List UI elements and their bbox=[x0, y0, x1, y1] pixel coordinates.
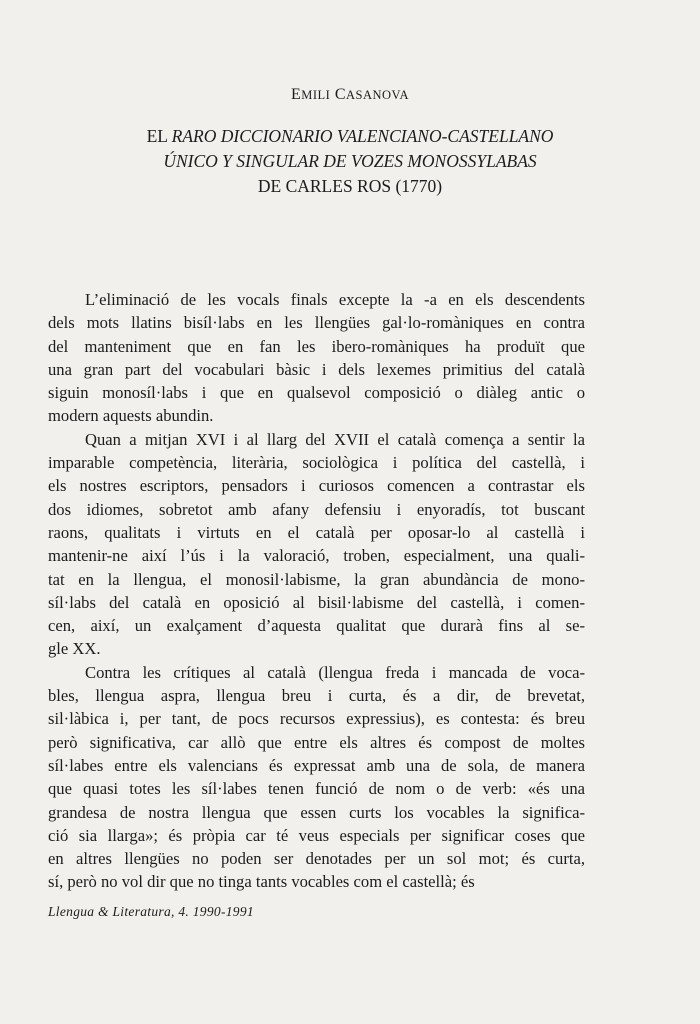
author-rest-first: MILI bbox=[301, 88, 331, 102]
text-line: ció sia llarga»; és pròpia car té veus especials per significar coses que bbox=[48, 825, 585, 845]
title-italic-1: RARO DICCIONARIO VALENCIANO-CASTELLANO bbox=[171, 126, 554, 146]
text-line: dos idiomes, sobretot amb afany defensiu i enyoradís, tot buscant bbox=[48, 499, 585, 519]
text-line: que quasi totes les síl·labes tenen funció de nom o de verb: «és una bbox=[48, 779, 585, 799]
text-line: dels mots llatins bisíl·labs en les llengües gal·lo-romàniques en contra bbox=[48, 313, 585, 333]
text-line: siguin monosíl·labs i que en qualsevol composició o diàleg antic o bbox=[48, 383, 585, 403]
text-line: imparable competència, literària, sociològica i política del castellà, i bbox=[48, 453, 585, 473]
article-title bbox=[0, 124, 700, 199]
text-line: bles, llengua aspra, llengua breu i curta, és a dir, de brevetat, bbox=[48, 686, 585, 706]
text-line: síl·labs del català en oposició al bisil·labisme del castellà, i comen- bbox=[48, 592, 585, 612]
author-rest-last: ASANOVA bbox=[346, 88, 410, 102]
text-line: Quan a mitjan XVI i al llarg del XVII el català comença a sentir la bbox=[85, 429, 585, 449]
text-line: del manteniment que en fan les ibero-romàniques ha produït que bbox=[48, 336, 585, 356]
author-initial-first: E bbox=[290, 86, 302, 103]
title-line-3: DE CARLES ROS (1770) bbox=[257, 176, 443, 196]
text-line: però significativa, car allò que entre els altres és compost de moltes bbox=[48, 732, 585, 752]
journal-citation: Llengua & Literatura, 4. 1990-1991 bbox=[48, 904, 254, 919]
text-line: Contra les crítiques al català (llengua freda i mancada de voca- bbox=[85, 662, 585, 682]
text-line: en altres llengües no poden ser denotades per un sol mot; és curta, bbox=[48, 849, 585, 869]
text-line: els nostres escriptors, pensadors i curiosos comencen a contrastar els bbox=[48, 476, 585, 496]
text-line: gle XX. bbox=[48, 639, 101, 659]
article-body bbox=[48, 288, 585, 894]
paragraph bbox=[48, 661, 585, 894]
paragraph bbox=[48, 288, 585, 428]
title-line-2 bbox=[0, 149, 700, 174]
paragraph bbox=[48, 428, 585, 661]
text-line: síl·labes entre els valencians és expressat amb una de sola, de manera bbox=[48, 755, 585, 775]
text-line: sí, però no vol dir que no tinga tants vocables com el castellà; és bbox=[48, 872, 475, 892]
text-line: L’eliminació de les vocals finals excepte la -a en els descendents bbox=[85, 290, 585, 309]
text-line: cen, així, un exalçament d’aquesta qualitat que durarà fins al se- bbox=[48, 616, 585, 636]
text-line: grandesa de nostra llengua que essen curts los vocables la significa- bbox=[48, 802, 585, 822]
text-line: raons, qualitats i virtuts en el català per oposar-lo al castellà i bbox=[48, 522, 585, 542]
text-line: una gran part del vocabulari bàsic i dels lexemes primitius del català bbox=[48, 359, 585, 379]
title-italic-2: ÚNICO Y SINGULAR DE VOZES MONOSSYLABAS bbox=[163, 151, 537, 171]
text-line: tat en la llengua, el monosil·labisme, la gran abundància de mono- bbox=[48, 569, 585, 589]
text-line: mantenir-ne així l’ús i la valoració, troben, especialment, una quali- bbox=[48, 546, 585, 566]
text-line: modern aquests abundin. bbox=[48, 406, 214, 426]
author-name bbox=[0, 86, 700, 104]
text-line: sil·làbica i, per tant, de pocs recursos expressius), es contesta: és breu bbox=[48, 709, 585, 729]
title-line-1: EL RARO DICCIONARIO VALENCIANO-CASTELLANO bbox=[146, 126, 554, 146]
author-initial-last: C bbox=[334, 86, 346, 103]
